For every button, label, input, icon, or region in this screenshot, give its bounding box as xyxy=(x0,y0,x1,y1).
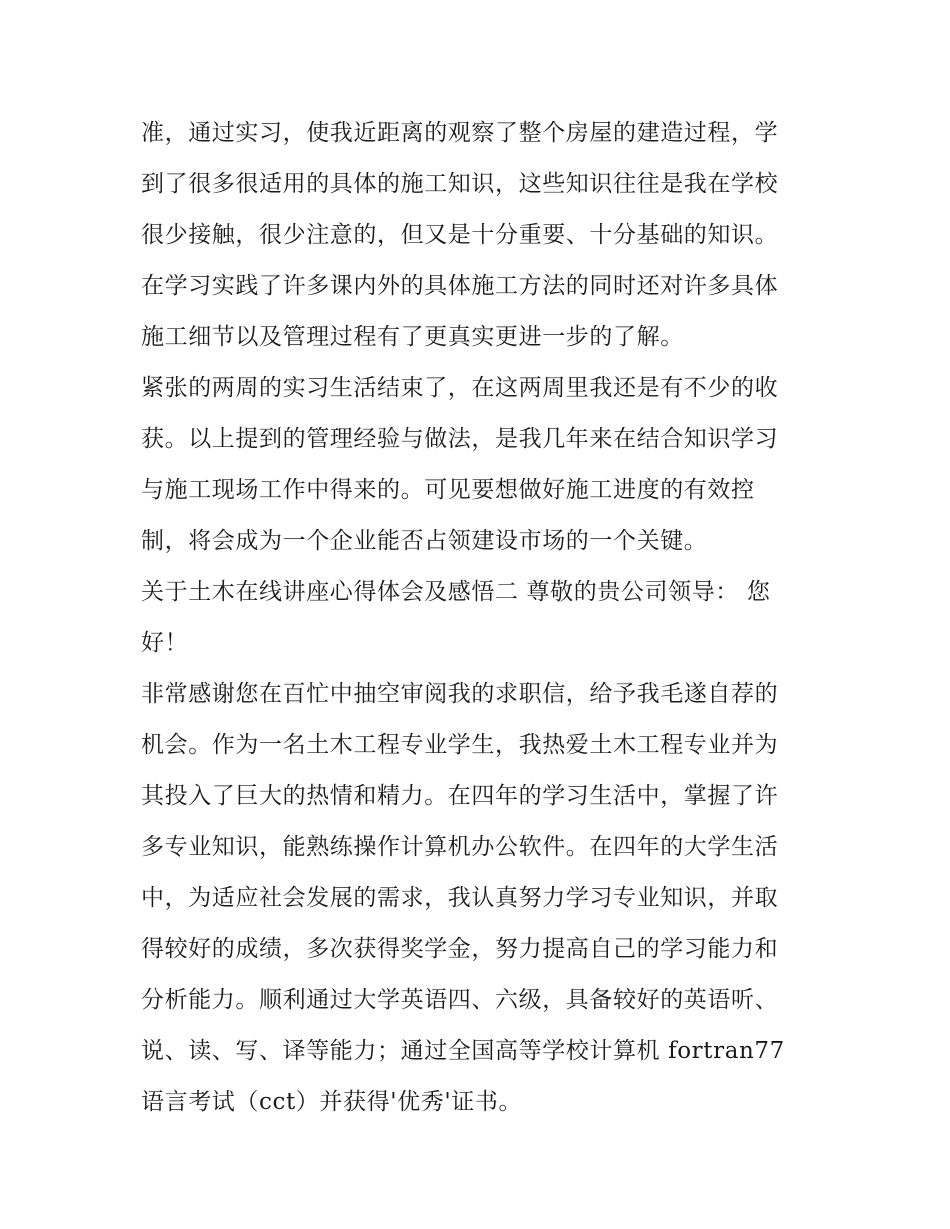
text-line: 机会。作为一名土木工程专业学生，我热爱土木工程专业并为 xyxy=(141,732,779,758)
text-line: 多专业知识，能熟练操作计算机办公软件。在四年的大学生活 xyxy=(141,834,779,860)
text-line: 准，通过实习，使我近距离的观察了整个房屋的建造过程，学 xyxy=(141,120,779,146)
text-line: 获。以上提到的管理经验与做法，是我几年来在结合知识学习 xyxy=(141,426,779,452)
text-line: 说、读、写、译等能力；通过全国高等学校计算机 fortran77 xyxy=(141,1038,785,1064)
text-line: 语言考试（cct）并获得'优秀'证书。 xyxy=(141,1089,523,1115)
text-line: 施工细节以及管理过程有了更真实更进一步的了解。 xyxy=(141,324,684,350)
text-line: 到了很多很适用的具体的施工知识，这些知识往往是我在学校 xyxy=(141,171,779,197)
document-body xyxy=(141,108,831,1128)
text-line: 得较好的成绩，多次获得奖学金，努力提高自己的学习能力和 xyxy=(141,936,779,962)
text-line: 在学习实践了许多课内外的具体施工方法的同时还对许多具体 xyxy=(141,273,779,299)
text-line: 好！ xyxy=(141,630,189,656)
text-line: 分析能力。顺利通过大学英语四、六级，具备较好的英语听、 xyxy=(141,987,779,1013)
text-line: 非常感谢您在百忙中抽空审阅我的求职信，给予我毛遂自荐的 xyxy=(141,681,779,707)
text-line: 中，为适应社会发展的需求，我认真努力学习专业知识，并取 xyxy=(141,885,779,911)
text-line: 很少接触，很少注意的，但又是十分重要、十分基础的知识。 xyxy=(141,222,779,248)
text-line: 其投入了巨大的热情和精力。在四年的学习生活中，掌握了许 xyxy=(141,783,779,809)
text-line: 与施工现场工作中得来的。可见要想做好施工进度的有效控 xyxy=(141,477,755,503)
text-line: 制，将会成为一个企业能否占领建设市场的一个关键。 xyxy=(141,528,708,554)
text-line: 紧张的两周的实习生活结束了，在这两周里我还是有不少的收 xyxy=(141,375,779,401)
section-heading-line: 关于土木在线讲座心得体会及感悟二 尊敬的贵公司领导： 您 xyxy=(141,579,771,605)
